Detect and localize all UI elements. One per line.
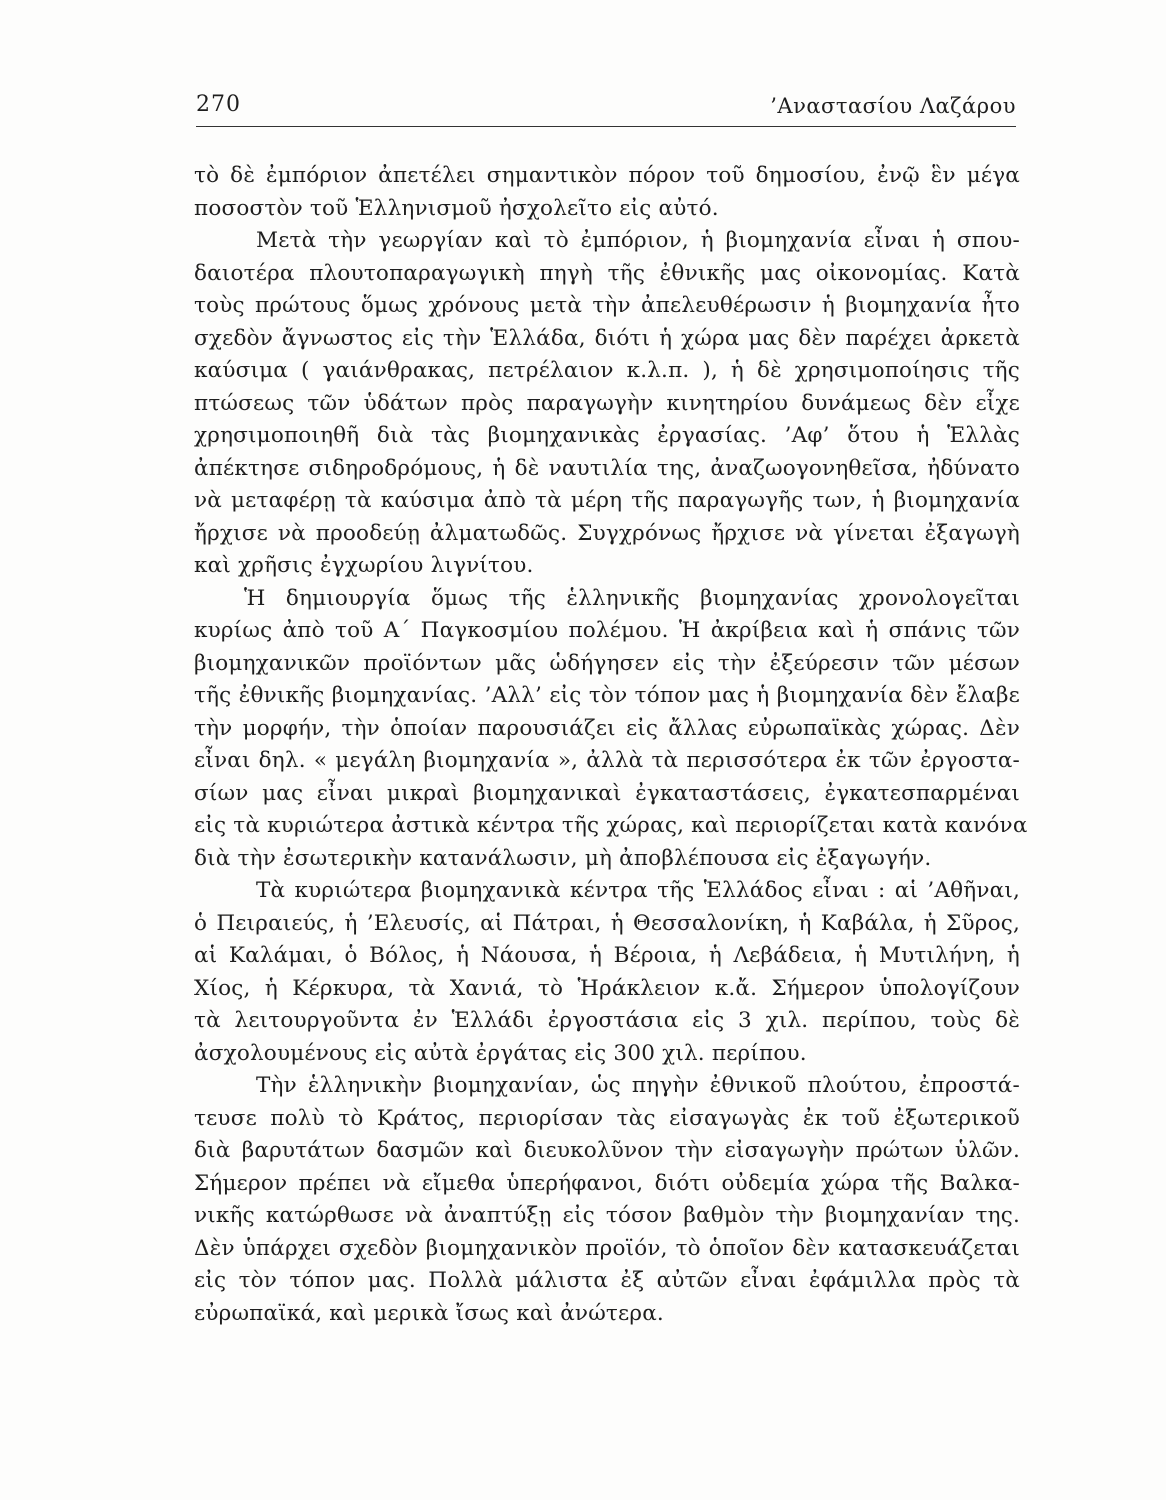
text-line: Τὰ κυριώτερα βιομηχανικὰ κέντρα τῆς Ἑλλάδος εἶναι : αἱ ’Αθῆναι, [256,878,1020,903]
text-line: σχεδὸν ἄγνωστος εἰς τὴν Ἑλλάδα, διότι ἡ χώρα μας δὲν παρέχει ἀρκετὰ [194,325,1020,351]
text-line: εἰς τὰ κυριώτερα ἀστικὰ κέντρα τῆς χώρας, καὶ περιορίζεται κατὰ κανόνα [194,813,1028,838]
text-line: αἱ Καλάμαι, ὁ Βόλος, ἡ Νάουσα, ἡ Βέροια, ἡ Λεβάδεια, ἡ Μυτιλήνη, ἡ [194,943,1020,968]
text-line: Δὲν ὑπάρχει σχεδὸν βιομηχανικὸν προϊόν, τὸ ὁποῖον δὲν κατασκευάζεται [194,1235,1020,1261]
header-rule [196,126,1016,127]
text-line: καὶ χρῆσις ἐγχωρίου λιγνίτου. [194,553,534,578]
text-line: εἶναι δηλ. « μεγάλη βιομηχανία », ἀλλὰ τὰ περισσότερα ἐκ τῶν ἐργοστα- [194,748,1020,773]
text-line: τῆς ἐθνικῆς βιομηχανίας. ’Αλλ’ εἰς τὸν τόπον μας ἡ βιομηχανία δὲν ἔλαβε [194,683,1020,708]
text-line: ὁ Πειραιεύς, ἡ ’Ελευσίς, αἱ Πάτραι, ἡ Θεσσαλονίκη, ἡ Καβάλα, ἡ Σῦρος, [194,910,1020,936]
text-line: κυρίως ἀπὸ τοῦ Α΄ Παγκοσμίου πολέμου. Ἡ ἀκρίβεια καὶ ἡ σπάνις τῶν [194,618,1020,643]
text-line: Χίος, ἡ Κέρκυρα, τὰ Χανιά, τὸ Ἡράκλειον κ.ἄ. Σήμερον ὑπολογίζουν [194,975,1020,1001]
text-line: Σήμερον πρέπει νὰ εἴμεθα ὑπερήφανοι, διότι οὐδεμία χώρα τῆς Βαλκα- [194,1170,1020,1196]
body-text [194,160,1028,1330]
text-line: βιομηχανικῶν προϊόντων μᾶς ὡδήγησεν εἰς τὴν ἐξεύρεσιν τῶν μέσων [194,650,1020,676]
text-line: τὴν μορφήν, τὴν ὁποίαν παρουσιάζει εἰς ἄλλας εὐρωπαϊκὰς χώρας. Δὲν [194,715,1020,741]
page-header [196,92,1016,128]
text-line: καύσιμα ( γαιάνθρακας, πετρέλαιον κ.λ.π. ), ἡ δὲ χρησιμοποίησις τῆς [194,358,1020,383]
page-number: 270 [196,92,241,117]
text-line: νικῆς κατώρθωσε νὰ ἀναπτύξῃ εἰς τόσον βαθμὸν τὴν βιομηχανίαν της. [194,1203,1020,1228]
text-line: Τὴν ἑλληνικὴν βιομηχανίαν, ὡς πηγὴν ἐθνικοῦ πλούτου, ἐπροστά- [256,1073,1020,1098]
text-line: πτώσεως τῶν ὑδάτων πρὸς παραγωγὴν κινητηρίου δυνάμεως δὲν εἶχε [194,390,1020,416]
text-line: νὰ μεταφέρῃ τὰ καύσιμα ἀπὸ τὰ μέρη τῆς παραγωγῆς των, ἡ βιομηχανία [194,488,1020,513]
text-line: διὰ βαρυτάτων δασμῶν καὶ διευκολῦνον τὴν εἰσαγωγὴν πρώτων ὑλῶν. [194,1138,1020,1163]
paragraph-1 [194,160,1020,225]
text-line: εὐρωπαϊκά, καὶ μερικὰ ἴσως καὶ ἀνώτερα. [194,1300,664,1326]
text-line: ποσοστὸν τοῦ Ἑλληνισμοῦ ἠσχολεῖτο εἰς αὐτό. [194,195,719,221]
paragraph-5 [194,1070,1020,1330]
text-line: τευσε πολὺ τὸ Κράτος, περιορίσαν τὰς εἰσαγωγὰς ἐκ τοῦ ἐξωτερικοῦ [194,1105,1020,1131]
text-line: τὸ δὲ ἐμπόριον ἀπετέλει σημαντικὸν πόρον τοῦ δημοσίου, ἐνῷ ἓν μέγα [194,163,1020,188]
text-line: ἀσχολουμένους εἰς αὐτὰ ἐργάτας εἰς 300 χιλ. περίπου. [194,1040,807,1066]
text-line: ἀπέκτησε σιδηροδρόμους, ἡ δὲ ναυτιλία της, ἀναζωογονηθεῖσα, ἠδύνατο [194,455,1020,481]
text-line: εἰς τὸν τόπον μας. Πολλὰ μάλιστα ἐξ αὐτῶν εἶναι ἐφάμιλλα πρὸς τὰ [194,1268,1020,1293]
text-line: τὰ λειτουργοῦντα ἐν Ἑλλάδι ἐργοστάσια εἰς 3 χιλ. περίπου, τοὺς δὲ [194,1008,1020,1033]
text-line: χρησιμοποιηθῆ διὰ τὰς βιομηχανικὰς ἐργασίας. ’Αφ’ ὅτου ἡ Ἑλλὰς [194,423,1020,448]
text-line: Ἡ δημιουργία ὅμως τῆς ἑλληνικῆς βιομηχανίας χρονολογεῖται [244,585,1020,611]
text-line: ἤρχισε νὰ προοδεύῃ ἀλματωδῶς. Συγχρόνως ἤρχισε νὰ γίνεται ἐξαγωγὴ [194,520,1020,546]
paragraph-4 [194,875,1020,1070]
text-line: διὰ τὴν ἐσωτερικὴν κατανάλωσιν, μὴ ἀποβλέπουσα εἰς ἐξαγωγήν. [194,845,932,871]
running-head: ’Αναστασίου Λαζάρου [770,94,1016,118]
text-line: τοὺς πρώτους ὅμως χρόνους μετὰ τὴν ἀπελευθέρωσιν ἡ βιομηχανία ἦτο [194,293,1020,318]
text-line: σίων μας εἶναι μικραὶ βιομηχανικαὶ ἐγκαταστάσεις, ἐγκατεσπαρμέναι [194,780,1020,806]
text-line: δαιοτέρα πλουτοπαραγωγικὴ πηγὴ τῆς ἐθνικῆς μας οἰκονομίας. Κατὰ [194,260,1020,286]
text-line: Μετὰ τὴν γεωργίαν καὶ τὸ ἐμπόριον, ἡ βιομηχανία εἶναι ἡ σπου- [256,228,1020,253]
paragraph-2 [194,225,1020,583]
paragraph-3 [194,583,1028,876]
